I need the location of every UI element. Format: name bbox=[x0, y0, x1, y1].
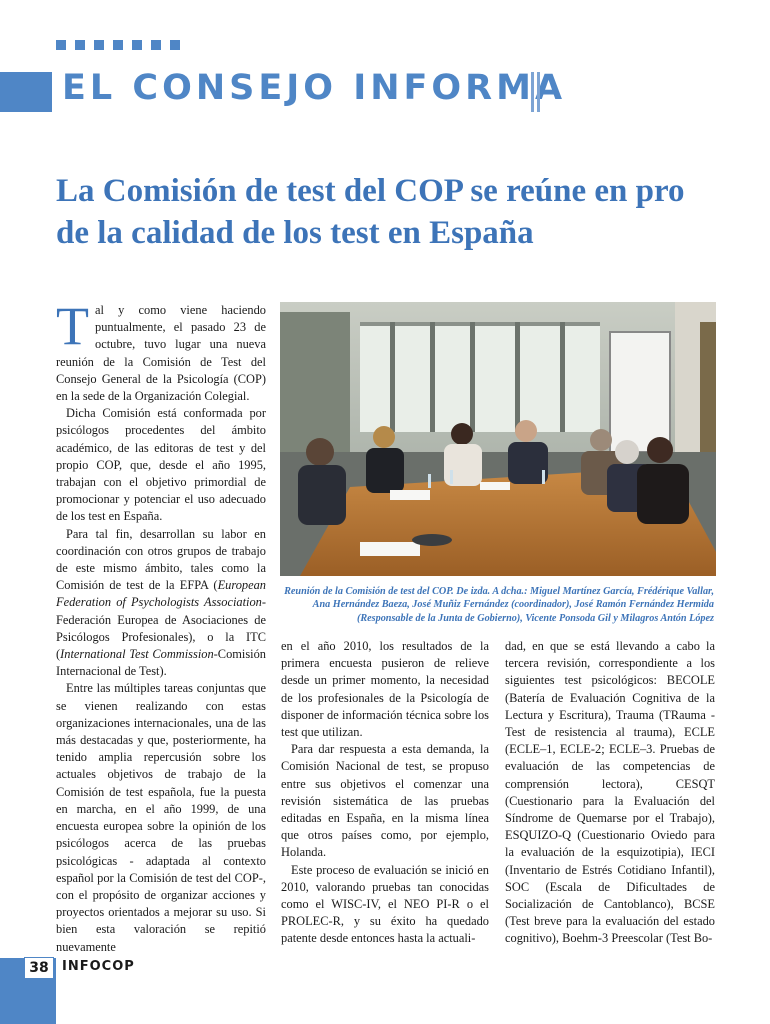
photo-caption: Reunión de la Comisión de test del COP. De izda. A dcha.: Miguel Martínez García, Frédérique Vallar, Ana Hernández Baeza, José Muñiz Fernández (coordinador), José Ramón Fernández Hermida (Responsable de la Junta de Gobierno), Vicente Ponsoda Gil y Milagros Antón López bbox=[284, 586, 714, 624]
article-paragraph: Para dar respuesta a esta demanda, la Comisión Nacional de test, se propuso entre sus objetivos el comenzar una revisión sistemática de las pruebas editadas en España, en la misma línea que otros países como, por ejemplo, Holanda. bbox=[281, 742, 489, 860]
article-paragraph: Este proceso de evaluación se inició en 2010, valorando pruebas tan conocidas como el WISC-IV, el NEO PI-R o el PROLEC-R, y su éxito ha quedado patente desde entonces hasta la actuali- bbox=[281, 862, 489, 946]
header-accent-band bbox=[0, 72, 52, 112]
article-paragraph: dad, en que se está llevando a cabo la tercera revisión, correspondiente a los siguientes test psicológicos: BECOLE (Batería de Evaluación Cognitiva de la Lectura y Escritura), Trauma (TRauma - Test de resistencia al trauma), ECLE (ECLE–1, ECLE-2; ECLE–3. Pruebas de evaluación de las competencias de comprensión lectora), CESQT (Cuestionario para la Evaluación del Síndrome de Quemarse por el Trabajo), ESQUIZO-Q (Cuestionario Oviedo para la evaluación de la esquizotipia), IECI (Inventario de Estrés Cotidiano Infantil), SOC (Escala de Dificultades de Socialización de Cantoblanco), BCSE (Test breve para la evaluación del estado cognitivo), Boehm-3 Preescolar (Test Bo- bbox=[505, 639, 715, 946]
article-column-left bbox=[56, 296, 266, 954]
article-headline: La Comisión de test del COP se reúne en pro de la calidad de los test en España bbox=[56, 173, 685, 251]
magazine-brand: INFOCOP bbox=[62, 959, 135, 974]
meeting-photo bbox=[280, 302, 716, 576]
article-column-middle bbox=[281, 638, 489, 946]
section-title-bar bbox=[531, 72, 540, 112]
section-title: EL CONSEJO INFORMA bbox=[62, 68, 567, 108]
page-number: 38 bbox=[24, 957, 54, 979]
article-paragraph: Entre las múltiples tareas conjuntas que se vienen realizando con estas organizaciones internacionales, una de las más destacadas y que, posteriormente, ha tenido amplia repercusión sobre los actuales objetivos de trabajo de la Comisión de test española, fue la puesta en marcha, en el año 1999, de una encuesta europea sobre la opinión de los psicólogos acerca de las pruebas psicológicas - adaptada al contexto español por la Comisión de test del COP-, con el propósito de organizar acciones y proyectos orientados a mejorar su uso. Si bien esta valoración se repitió nuevamente bbox=[56, 681, 266, 954]
article-column-right bbox=[505, 638, 715, 946]
article-paragraph: Dicha Comisión está conformada por psicólogos procedentes del ámbito académico, de las editoras de test y del propio COP, que, desde el año 1995, trabajan con el objetivo primordial de promocionar y potenciar el uso adecuado de los test en España. bbox=[56, 406, 266, 524]
article-paragraph: Para tal fin, desarrollan su labor en coordinación con otros grupos de trabajo de este mismo ámbito, tales como la Comisión de test de la EFPA (European Federation of Psychologists Association-Federación Europea de Asociaciones de Psicólogos Profesionales), o la ITC (International Test Commission-Comisión Internacional de Test). bbox=[56, 526, 266, 679]
article-paragraph: en el año 2010, los resultados de la primera encuesta pusieron de relieve desde un primer momento, la necesidad de los profesionales de la Psicología de disponer de información técnica sobre los test que utilizan. bbox=[281, 639, 489, 740]
article-paragraph: Tal y como viene haciendo puntualmente, el pasado 23 de octubre, tuvo lugar una nueva reunión de la Comisión de Test del Consejo General de la Psicología (COP) en la sede de la Organización Colegial. bbox=[56, 296, 266, 404]
header-decoration-dots bbox=[56, 40, 180, 50]
dropcap: T bbox=[56, 296, 89, 356]
